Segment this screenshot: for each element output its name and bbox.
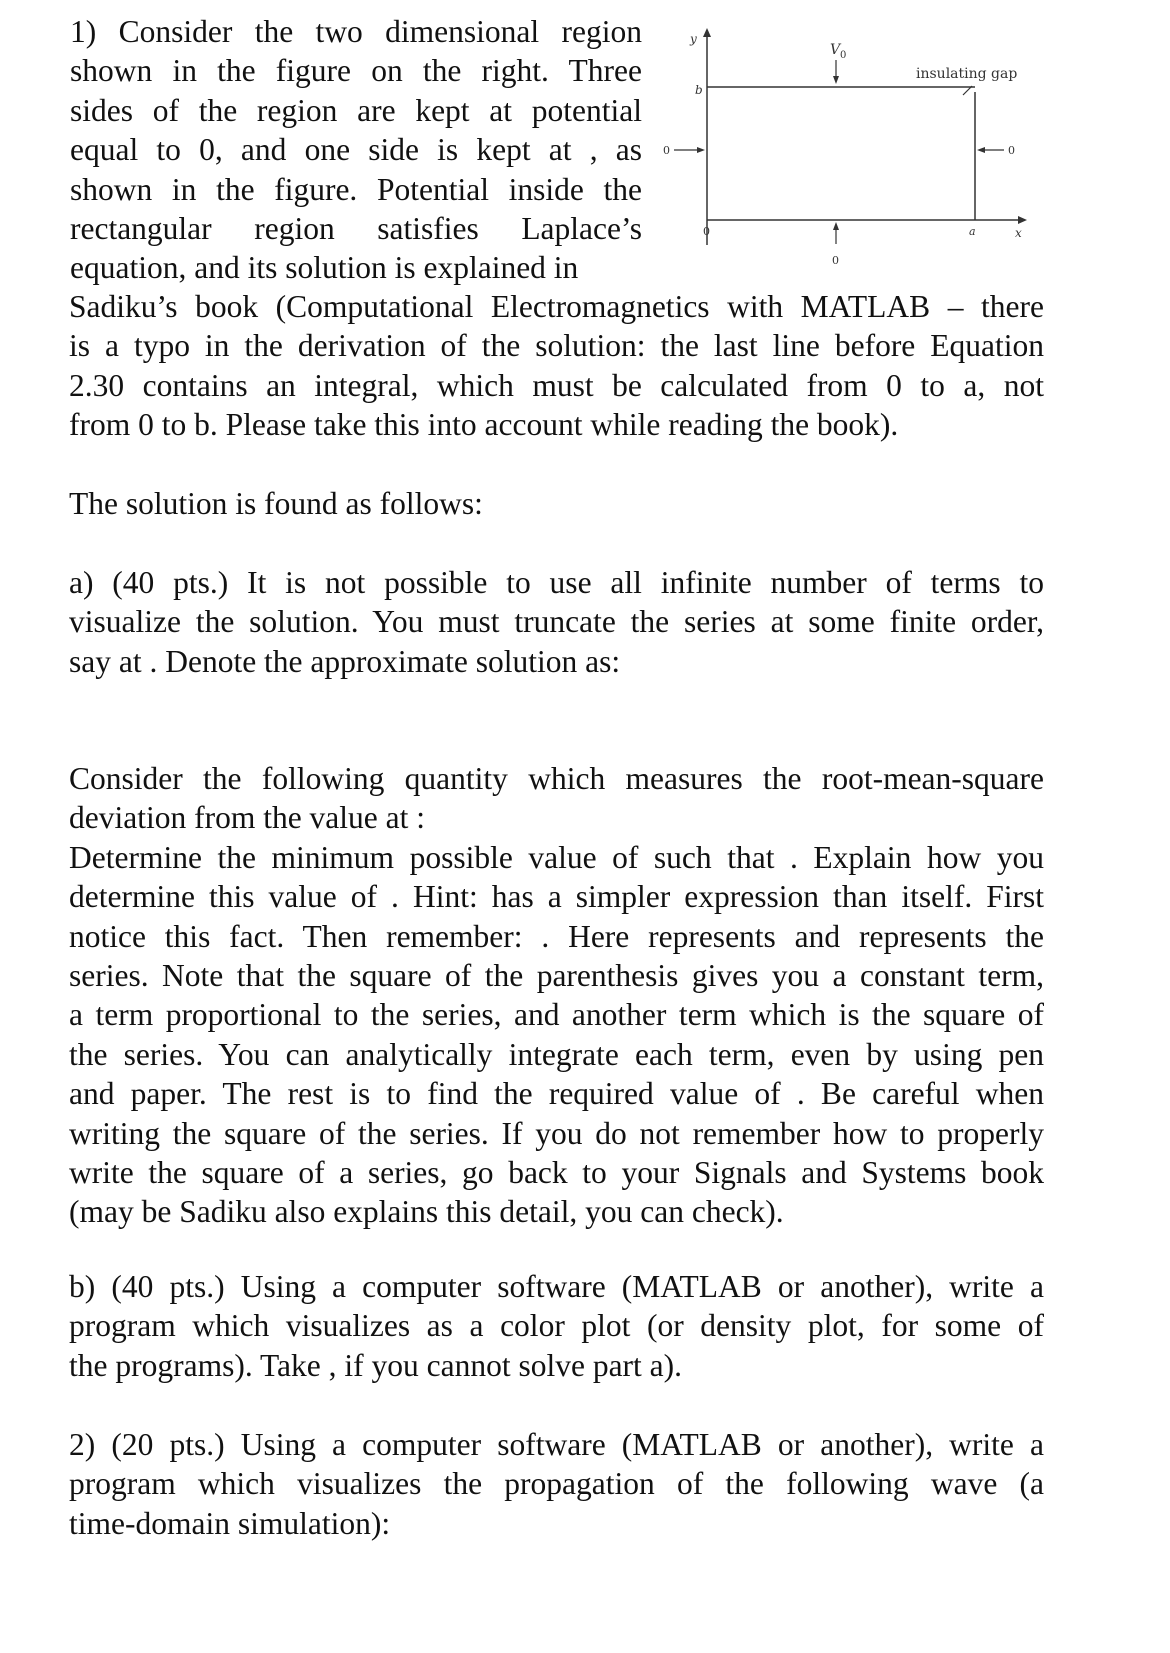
text-line: the programs). Take , if you cannot solve part a). bbox=[69, 1347, 683, 1383]
right-side-label: 0 bbox=[1008, 144, 1015, 157]
left-arrowhead bbox=[697, 147, 705, 153]
problem2 bbox=[69, 1425, 1044, 1543]
right-arrowhead bbox=[977, 147, 985, 153]
text-line: program which visualizes as a color plot (or density plot, for some of bbox=[69, 1308, 1044, 1344]
y-axis-arrowhead bbox=[703, 28, 711, 37]
problem1-intro-full bbox=[69, 287, 1044, 445]
text-line: equal to 0, and one side is kept at , as bbox=[70, 132, 642, 168]
text-line: Determine the minimum possible value of such that . Explain how you bbox=[69, 839, 1044, 875]
text-line: a term proportional to the series, and another term which is the square of bbox=[69, 997, 1044, 1033]
text-line: program which visualizes the propagation of the following wave (a bbox=[69, 1466, 1044, 1502]
text-line: 1) Consider the two dimensional region bbox=[70, 14, 642, 49]
text-line: 2.30 contains an integral, which must be calculated from 0 to a, not bbox=[69, 367, 1044, 403]
text-line: The solution is found as follows: bbox=[69, 486, 483, 521]
left-side-label: 0 bbox=[663, 144, 670, 157]
origin-x-label: 0 bbox=[703, 225, 710, 238]
text-line: shown in the figure on the right. Three bbox=[70, 53, 642, 89]
x-axis-label: x bbox=[1015, 226, 1022, 240]
text-line: deviation from the value at : bbox=[69, 800, 426, 836]
text-line: from 0 to b. Please take this into account while reading the book). bbox=[69, 407, 899, 443]
text-line: 2) (20 pts.) Using a computer software (MATLAB or another), write a bbox=[69, 1427, 1044, 1462]
text-line: a) (40 pts.) It is not possible to use all infinite number of terms to bbox=[69, 565, 1044, 600]
text-line: Consider the following quantity which measures the root-mean-square bbox=[69, 761, 1044, 796]
text-line: shown in the figure. Potential inside the bbox=[70, 171, 642, 207]
solution-intro bbox=[69, 484, 1044, 523]
text-line: time-domain simulation): bbox=[69, 1505, 391, 1541]
text-line: b) (40 pts.) Using a computer software (MATLAB or another), write a bbox=[69, 1269, 1044, 1304]
top-side-label: V bbox=[830, 42, 841, 58]
part-b bbox=[69, 1267, 1044, 1385]
text-line: Sadiku’s book (Computational Electromagnetics with MATLAB – there bbox=[69, 289, 1044, 324]
text-line: notice this fact. Then remember: . Here represents and represents the bbox=[69, 918, 1044, 954]
text-line: say at . Denote the approximate solution as: bbox=[69, 643, 621, 679]
b-label: b bbox=[695, 83, 703, 97]
text-line: writing the square of the series. If you do not remember how to properly bbox=[69, 1115, 1044, 1151]
y-axis-label: y bbox=[690, 32, 697, 46]
text-line: series. Note that the square of the parenthesis gives you a constant term, bbox=[69, 958, 1044, 994]
part-a-continued bbox=[69, 759, 1044, 1232]
text-line: is a typo in the derivation of the solution: the last line before Equation bbox=[69, 328, 1044, 364]
gap-label: insulating gap bbox=[916, 66, 1018, 82]
text-line: equation, and its solution is explained in bbox=[70, 250, 579, 286]
text-line: write the square of a series, go back to your Signals and Systems book bbox=[69, 1155, 1044, 1191]
part-a bbox=[69, 563, 1044, 681]
text-line: visualize the solution. You must truncate the series at some finite order, bbox=[69, 604, 1044, 640]
x-axis-arrowhead bbox=[1018, 216, 1027, 224]
text-line: sides of the region are kept at potential bbox=[70, 92, 642, 128]
a-label: a bbox=[969, 225, 976, 238]
problem1-intro-wrapped bbox=[70, 12, 642, 288]
bottom-side-label: 0 bbox=[832, 254, 839, 267]
top-arrowhead bbox=[833, 76, 839, 84]
region-diagram bbox=[650, 20, 1050, 280]
region-figure bbox=[650, 20, 1050, 280]
text-line: rectangular region satisfies Laplace’s bbox=[70, 211, 642, 247]
text-line: determine this value of . Hint: has a simpler expression than itself. First bbox=[69, 879, 1044, 915]
text-line: and paper. The rest is to find the required value of . Be careful when bbox=[69, 1076, 1044, 1112]
top-side-subscript: 0 bbox=[840, 50, 847, 61]
text-line: the series. You can analytically integrate each term, even by using pen bbox=[69, 1036, 1044, 1072]
bottom-arrowhead bbox=[833, 222, 839, 230]
text-line: (may be Sadiku also explains this detail, you can check). bbox=[69, 1194, 784, 1230]
